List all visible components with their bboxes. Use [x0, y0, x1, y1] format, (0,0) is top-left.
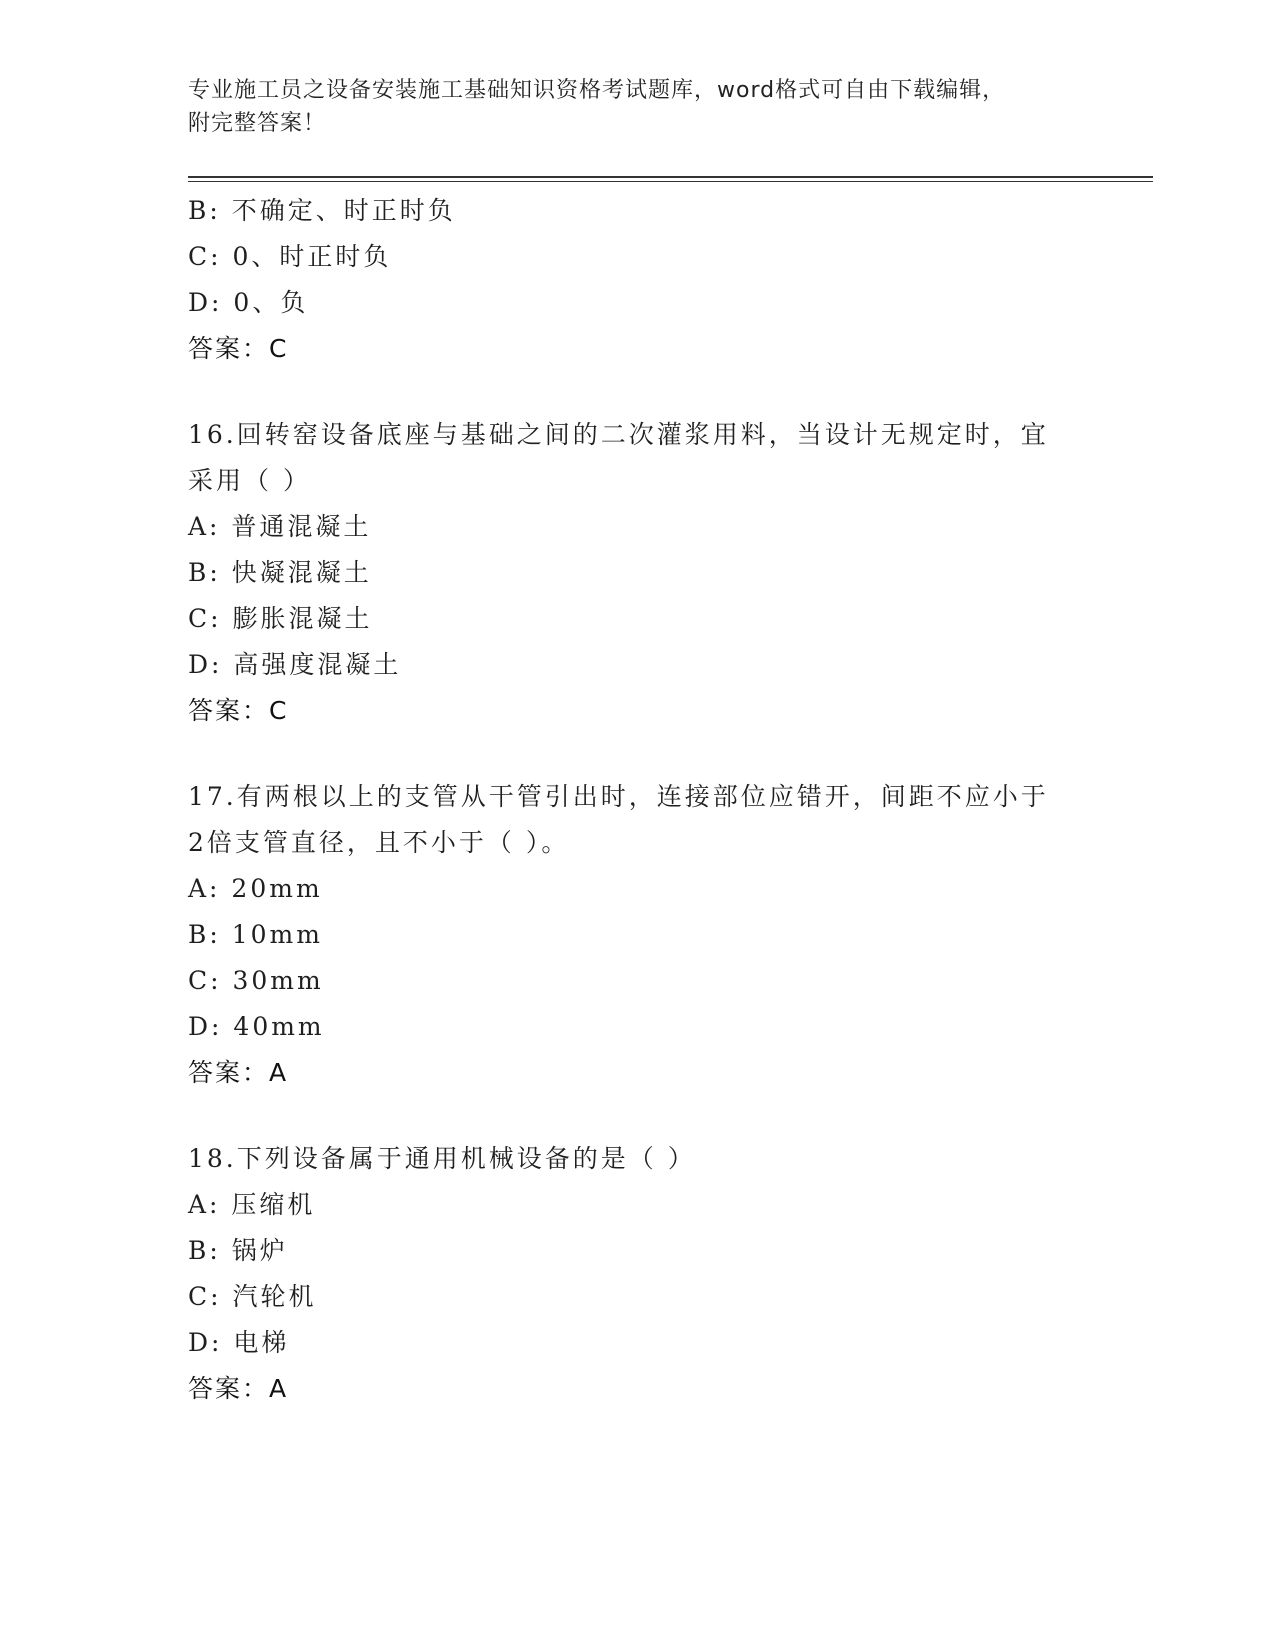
question-18 [188, 1136, 1088, 1412]
answer-label: 答案：C [188, 334, 289, 363]
question-15 [188, 188, 1088, 372]
option-c: C: 汽轮机 [188, 1282, 317, 1311]
question-stem-line-2: 2倍支管直径，且不小于（ ）。 [188, 828, 570, 857]
question-stem-line-1: 17.有两根以上的支管从干管引出时，连接部位应错开，间距不应小于 [188, 782, 1049, 811]
option-b: B: 快凝混凝土 [188, 558, 372, 587]
option-b: B: 锅炉 [188, 1236, 288, 1265]
option-a: A: 20mm [188, 874, 323, 903]
document-header [188, 74, 1068, 140]
question-stem-line-1: 18.下列设备属于通用机械设备的是（ ） [188, 1144, 696, 1173]
option-a: A: 压缩机 [188, 1190, 316, 1219]
question-stem-line-1: 16.回转窑设备底座与基础之间的二次灌浆用料，当设计无规定时，宜 [188, 420, 1049, 449]
option-c: C: 0、时正时负 [188, 242, 392, 271]
header-line-2: 附完整答案！ [188, 111, 327, 136]
header-divider-thin [188, 181, 1153, 182]
question-stem-line-2: 采用（ ） [188, 466, 311, 495]
option-b: B: 不确定、时正时负 [188, 196, 456, 225]
header-divider-thick [188, 176, 1153, 178]
question-16 [188, 412, 1088, 734]
option-d: D: 0、负 [188, 288, 309, 317]
option-c: C: 30mm [188, 966, 324, 995]
option-c: C: 膨胀混凝土 [188, 604, 373, 633]
answer-label: 答案：C [188, 696, 289, 725]
question-list [188, 188, 1088, 1412]
option-a: A: 普通混凝土 [188, 512, 372, 541]
option-d: D: 高强度混凝土 [188, 650, 402, 679]
option-d: D: 40mm [188, 1012, 325, 1041]
header-line-1: 专业施工员之设备安装施工基础知识资格考试题库，word格式可自由下载编辑， [188, 78, 1006, 103]
answer-label: 答案：A [188, 1058, 289, 1087]
option-b: B: 10mm [188, 920, 323, 949]
answer-label: 答案：A [188, 1374, 289, 1403]
question-17 [188, 774, 1088, 1096]
option-d: D: 电梯 [188, 1328, 290, 1357]
